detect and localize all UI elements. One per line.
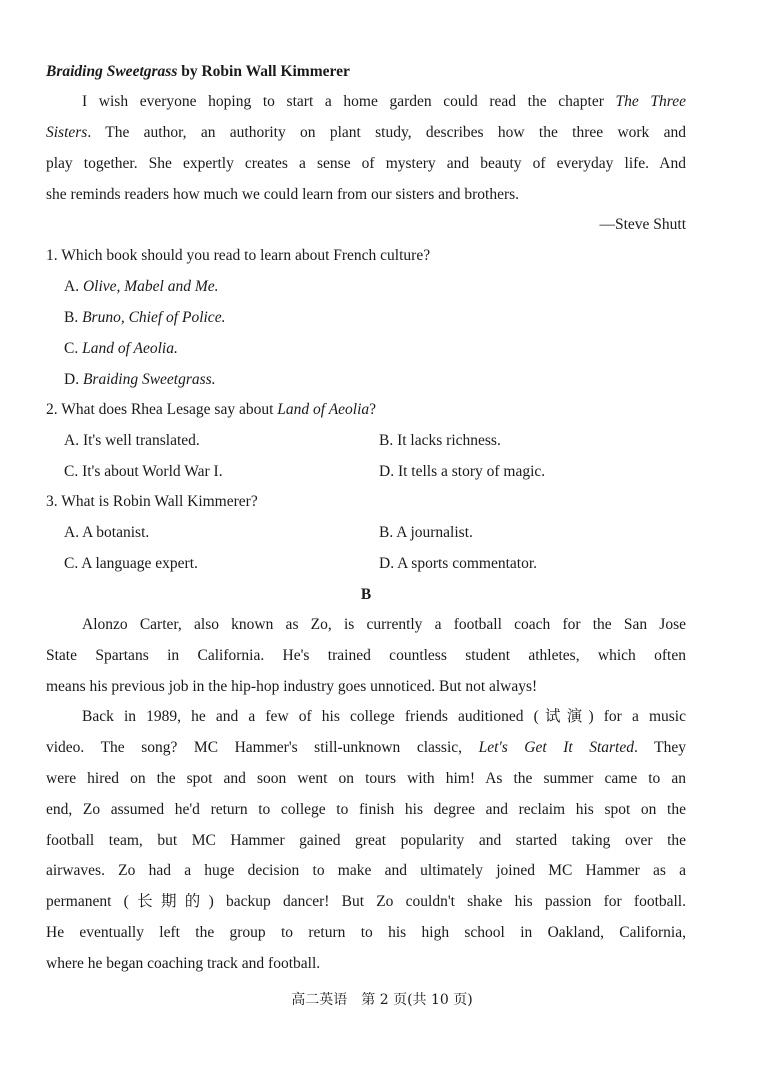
q3-option-c: C. A language expert. [64, 555, 198, 572]
review-chapter-title: Sisters [46, 124, 88, 141]
passage-b-p1-line3: means his previous job in the hip-hop industry goes unnoticed. But not always! [46, 678, 538, 695]
option-text: Bruno, Chief of Police. [82, 309, 226, 326]
review-p1-line1 [82, 92, 686, 112]
q1-option-a [64, 277, 219, 297]
q2-option-b: B. It lacks richness. [379, 432, 501, 449]
passage-b-p2-line5: football team, but MC Hammer gained great popularity and started taking over the [46, 832, 686, 849]
q1-option-c [64, 339, 178, 359]
passage-b-p2-line1: Back in 1989, he and a few of his college friends auditioned (试演) for a music [82, 708, 686, 725]
review-p1-line2 [46, 123, 686, 143]
option-letter: C. [64, 340, 83, 357]
passage-text: . They [634, 739, 686, 756]
question-3: 3. What is Robin Wall Kimmerer? [46, 493, 258, 510]
section-b-label: B [360, 586, 372, 603]
review-title-italic: Braiding Sweetgrass [46, 63, 178, 80]
q1-option-b [64, 308, 225, 328]
question-book-title: Land of Aeolia [277, 401, 370, 418]
q2-option-c: C. It's about World War I. [64, 463, 223, 480]
review-title-author: by Robin Wall Kimmerer [177, 63, 350, 80]
option-letter: A. [64, 278, 83, 295]
review-heading [46, 62, 350, 82]
review-signature: —Steve Shutt [599, 216, 686, 233]
q2-option-a: A. It's well translated. [64, 432, 200, 449]
option-text: Olive, Mabel and Me. [82, 278, 219, 295]
review-text: I wish everyone hoping to start a home garden could read the chapter [82, 93, 616, 110]
option-text: Land of Aeolia. [82, 340, 178, 357]
option-letter: D. [64, 371, 83, 388]
passage-b-p2-line8: He eventually left the group to return to his high school in Oakland, California, [46, 924, 686, 941]
passage-b-p2-line4: end, Zo assumed he'd return to college to finish his degree and reclaim his spot on the [46, 801, 686, 818]
option-text: Braiding Sweetgrass. [82, 371, 216, 388]
q3-option-a: A. A botanist. [64, 524, 150, 541]
q2-option-d: D. It tells a story of magic. [379, 463, 546, 480]
q1-option-d [64, 370, 216, 390]
q3-option-d: D. A sports commentator. [379, 555, 538, 572]
passage-b-p2-line7: permanent (长期的) backup dancer! But Zo couldn't shake his passion for football. [46, 893, 686, 910]
review-p1-line4: she reminds readers how much we could learn from our sisters and brothers. [46, 186, 520, 203]
passage-b-p1-line1: Alonzo Carter, also known as Zo, is currently a football coach for the San Jose [82, 616, 686, 633]
review-text: . The author, an authority on plant study, describes how the three work and [87, 124, 686, 141]
review-chapter-title: The Three [615, 93, 686, 110]
passage-b-p2-line9: where he began coaching track and football. [46, 955, 321, 972]
page-footer: 高二英语 第 2 页(共 10 页) [291, 992, 473, 1008]
question-text: 2. What does Rhea Lesage say about [46, 401, 278, 418]
passage-b-p2-line6: airwaves. Zo had a huge decision to make and ultimately joined MC Hammer as a [46, 862, 686, 879]
question-1: 1. Which book should you read to learn about French culture? [46, 247, 431, 264]
q3-option-b: B. A journalist. [379, 524, 473, 541]
song-title: Let's Get It Started [478, 739, 634, 756]
question-mark: ? [369, 401, 377, 418]
option-letter: B. [64, 309, 83, 326]
review-p1-line3: play together. She expertly creates a sense of mystery and beauty of everyday life. And [46, 155, 686, 172]
passage-text: video. The song? MC Hammer's still-unknown classic, [46, 739, 479, 756]
question-2 [46, 400, 376, 420]
passage-b-p2-line3: were hired on the spot and soon went on tours with him! As the summer came to an [46, 770, 686, 787]
passage-b-p1-line2: State Spartans in California. He's trained countless student athletes, which often [46, 647, 686, 664]
passage-b-p2-line2 [46, 738, 686, 758]
